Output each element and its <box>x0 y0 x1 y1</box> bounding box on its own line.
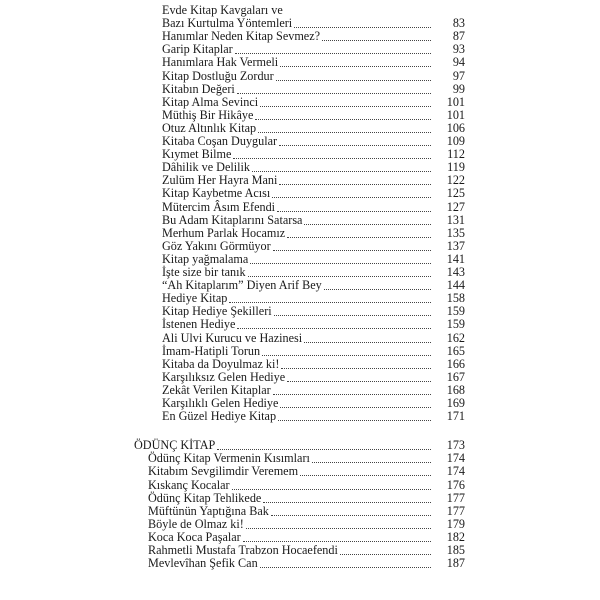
toc-entry <box>0 543 600 557</box>
toc-entry-title: “Ah Kitaplarım” Diyen Arif Bey <box>162 278 322 293</box>
toc-entry <box>0 396 600 410</box>
toc-entry-title: Kitap Kaybetme Acısı <box>162 186 271 201</box>
toc-entry-title: Müftünün Yaptığına Bak <box>148 503 269 518</box>
toc-page-number: 167 <box>446 369 465 384</box>
dot-leader <box>279 135 431 146</box>
toc-entry-title: Hanımlara Hak Vermeli <box>162 55 279 70</box>
toc-entry-title: Ödünç Kitap Vermenin Kısımları <box>148 451 310 466</box>
toc-page-number: 162 <box>446 330 465 345</box>
toc-page-number: 101 <box>446 107 465 122</box>
toc-page-number: 159 <box>446 317 465 332</box>
toc-page-number: 185 <box>446 543 465 557</box>
toc-entry-title: Mütercim Âsım Efendi <box>162 199 276 214</box>
dot-leader <box>263 492 431 503</box>
toc-entry <box>0 451 600 465</box>
dot-leader <box>246 518 431 529</box>
toc-entry <box>0 239 600 253</box>
dot-leader <box>237 83 431 94</box>
toc-entry-title: Kitap Alma Sevinci <box>162 94 259 109</box>
toc-page-number: 127 <box>446 199 465 214</box>
toc-page-number: 119 <box>447 160 465 175</box>
dot-leader <box>237 318 431 329</box>
toc-entry <box>0 517 600 531</box>
toc-entry <box>0 173 600 187</box>
toc-entry-title: Hediye Kitap <box>162 291 228 306</box>
toc-entry <box>0 556 600 570</box>
dot-leader <box>273 384 431 395</box>
toc-page-number: 174 <box>446 464 465 479</box>
dot-leader <box>258 122 431 133</box>
dot-leader <box>280 56 431 67</box>
toc-entry-title: Karşılıksız Gelen Hediye <box>162 369 286 384</box>
toc-entry <box>0 134 600 148</box>
toc-entry <box>0 42 600 56</box>
toc-entry-title: İşte size bir tanık <box>162 265 246 279</box>
toc-entry-title: Kitabın Değeri <box>162 81 235 96</box>
dot-leader <box>273 240 431 251</box>
toc-page-number: 93 <box>452 42 465 57</box>
toc-page-number: 94 <box>452 55 465 70</box>
toc-entry-title: Kıymet Bilme <box>162 147 232 162</box>
dot-leader <box>217 439 431 450</box>
toc-entry-title: İmam-Hatipli Torun <box>162 343 261 358</box>
toc-entry-title: Kitap Hediye Şekilleri <box>162 304 272 319</box>
toc-page-number: 176 <box>446 477 465 492</box>
dot-leader <box>250 253 431 264</box>
toc-entry-title: Ali Ulvi Kurucu ve Hazinesi <box>162 330 303 345</box>
toc-entry-title: Müthiş Bir Hikâye <box>162 107 254 122</box>
toc-entry <box>0 530 600 544</box>
dot-leader <box>322 30 431 41</box>
toc-entry-title: Göz Yakını Görmüyor <box>162 238 271 253</box>
toc-entry <box>0 331 600 345</box>
toc-entry-title: Evde Kitap Kavgaları ve <box>162 3 283 17</box>
dot-leader <box>232 479 431 490</box>
toc-page-number: 159 <box>446 304 465 319</box>
toc-page-number: 83 <box>452 16 465 31</box>
toc-entry-title: Merhum Parlak Hocamız <box>162 225 286 240</box>
toc-entry-title: Kıskanç Kocalar <box>148 477 230 492</box>
toc-entry <box>0 29 600 43</box>
toc-entry <box>0 69 600 83</box>
toc-entry <box>0 252 600 266</box>
toc-page-number: 187 <box>446 556 465 571</box>
toc-entry-title: Karşılıklı Gelen Hediye <box>162 396 279 410</box>
toc-entry <box>0 304 600 318</box>
toc-entry <box>0 370 600 384</box>
dot-leader <box>233 148 431 159</box>
dot-leader <box>279 174 431 185</box>
toc-page-number: 171 <box>446 409 465 424</box>
toc-entry-title: Kitaba da Doyulmaz ki! <box>162 356 280 371</box>
toc-entry <box>0 213 600 227</box>
toc-entry <box>0 478 600 492</box>
toc-page-number: 169 <box>446 396 465 410</box>
toc-page-number: 99 <box>452 81 465 96</box>
toc-entry <box>0 200 600 214</box>
toc-entry-title: Koca Koca Paşalar <box>148 529 241 544</box>
toc-page-number: 182 <box>446 529 465 544</box>
toc-page-number: 179 <box>446 516 465 531</box>
toc-entry-title: Dâhilik ve Delilik <box>162 160 251 175</box>
toc-entry <box>0 357 600 371</box>
toc-entry <box>0 491 600 505</box>
toc-entry <box>0 3 600 17</box>
toc-entry <box>0 160 600 174</box>
toc-page-number: 112 <box>447 147 465 162</box>
toc-entry <box>0 16 600 30</box>
toc-entry <box>0 147 600 161</box>
toc-entry <box>0 121 600 135</box>
toc-page-number: 168 <box>446 382 465 397</box>
dot-leader <box>252 161 431 172</box>
toc-entry-title: Zekât Verilen Kitaplar <box>162 382 271 397</box>
toc-entry-title: Kitabım Sevgilimdir Veremem <box>148 464 299 479</box>
dot-leader <box>278 410 431 421</box>
toc-entry-title: Garip Kitaplar <box>162 42 233 57</box>
toc-page-number: 87 <box>452 29 465 44</box>
toc-page-number: 97 <box>452 68 465 83</box>
dot-leader <box>274 305 431 316</box>
dot-leader <box>243 531 431 542</box>
toc-page-number: 143 <box>446 265 465 279</box>
toc-entry <box>0 464 600 478</box>
toc-page-number: 109 <box>446 134 465 148</box>
toc-page-number: 174 <box>446 451 465 466</box>
toc-entry <box>0 438 600 452</box>
dot-leader <box>280 397 431 408</box>
toc-page-number: 106 <box>446 120 465 135</box>
dot-leader <box>277 201 431 212</box>
toc-entry-title: Kitaba Coşan Duygular <box>162 134 278 148</box>
toc-page-number: 125 <box>446 186 465 201</box>
toc-page-number: 131 <box>446 212 465 227</box>
dot-leader <box>340 544 431 555</box>
toc-entry-title: ÖDÜNÇ KİTAP <box>134 438 216 453</box>
toc-entry <box>0 265 600 279</box>
toc-page-number: 101 <box>446 94 465 109</box>
dot-leader <box>324 279 431 290</box>
dot-leader <box>304 332 431 343</box>
dot-leader <box>260 96 431 107</box>
toc-entry-title: Rahmetli Mustafa Trabzon Hocaefendi <box>148 543 338 557</box>
toc-entry-title: İstenen Hediye <box>162 317 236 332</box>
toc-entry <box>0 278 600 292</box>
toc-page-number: 177 <box>446 503 465 518</box>
dot-leader <box>281 358 431 369</box>
toc-page-number: 177 <box>446 490 465 505</box>
toc-entry <box>0 409 600 423</box>
dot-leader <box>287 227 431 238</box>
toc-page-number: 122 <box>446 173 465 188</box>
toc-entry-title: Kitap Dostluğu Zordur <box>162 68 274 83</box>
toc-entry-title: Hanımlar Neden Kitap Sevmez? <box>162 29 321 44</box>
dot-leader <box>300 465 431 476</box>
toc-entry <box>0 108 600 122</box>
toc-entry <box>0 504 600 518</box>
toc-entry-title: Zulüm Her Hayra Mani <box>162 173 278 188</box>
toc-page-number: 137 <box>446 238 465 253</box>
toc-entry-title: Böyle de Olmaz ki! <box>148 516 244 531</box>
toc-entry <box>0 186 600 200</box>
toc-entry-title: Bu Adam Kitaplarını Satarsa <box>162 212 303 227</box>
dot-leader <box>287 371 431 382</box>
toc-entry <box>0 82 600 96</box>
toc-page-number: 141 <box>446 251 465 266</box>
dot-leader <box>312 452 431 463</box>
toc-entry-title: Otuz Altınlık Kitap <box>162 120 257 135</box>
toc-entry <box>0 55 600 69</box>
toc-entry <box>0 344 600 358</box>
toc-entry <box>0 226 600 240</box>
dot-leader <box>271 505 431 516</box>
toc-entry-title: Kitap yağmalama <box>162 251 249 266</box>
toc-entry-title: Ödünç Kitap Tehlikede <box>148 490 262 505</box>
dot-leader <box>272 187 431 198</box>
dot-leader <box>235 43 431 54</box>
toc-page-number: 166 <box>446 356 465 371</box>
dot-leader <box>276 70 431 81</box>
dot-leader <box>260 557 431 568</box>
toc-page-number: 158 <box>446 291 465 306</box>
toc-page-number: 135 <box>446 225 465 240</box>
dot-leader <box>294 17 431 28</box>
toc-entry <box>0 95 600 109</box>
toc-entry-title: Bazı Kurtulma Yöntemleri <box>162 16 293 31</box>
dot-leader <box>262 345 431 356</box>
toc-page-number: 165 <box>446 343 465 358</box>
toc-page-number: 144 <box>446 278 465 293</box>
toc-entry-title: Mevlevîhan Şefik Can <box>148 556 258 571</box>
toc-entry <box>0 291 600 305</box>
toc-entry <box>0 383 600 397</box>
toc-entry <box>0 317 600 331</box>
toc-entry-title: En Güzel Hediye Kitap <box>162 409 277 424</box>
dot-leader <box>304 214 431 225</box>
toc-page-number: 173 <box>446 438 465 453</box>
dot-leader <box>229 292 431 303</box>
dot-leader <box>255 109 431 120</box>
dot-leader <box>248 266 431 277</box>
